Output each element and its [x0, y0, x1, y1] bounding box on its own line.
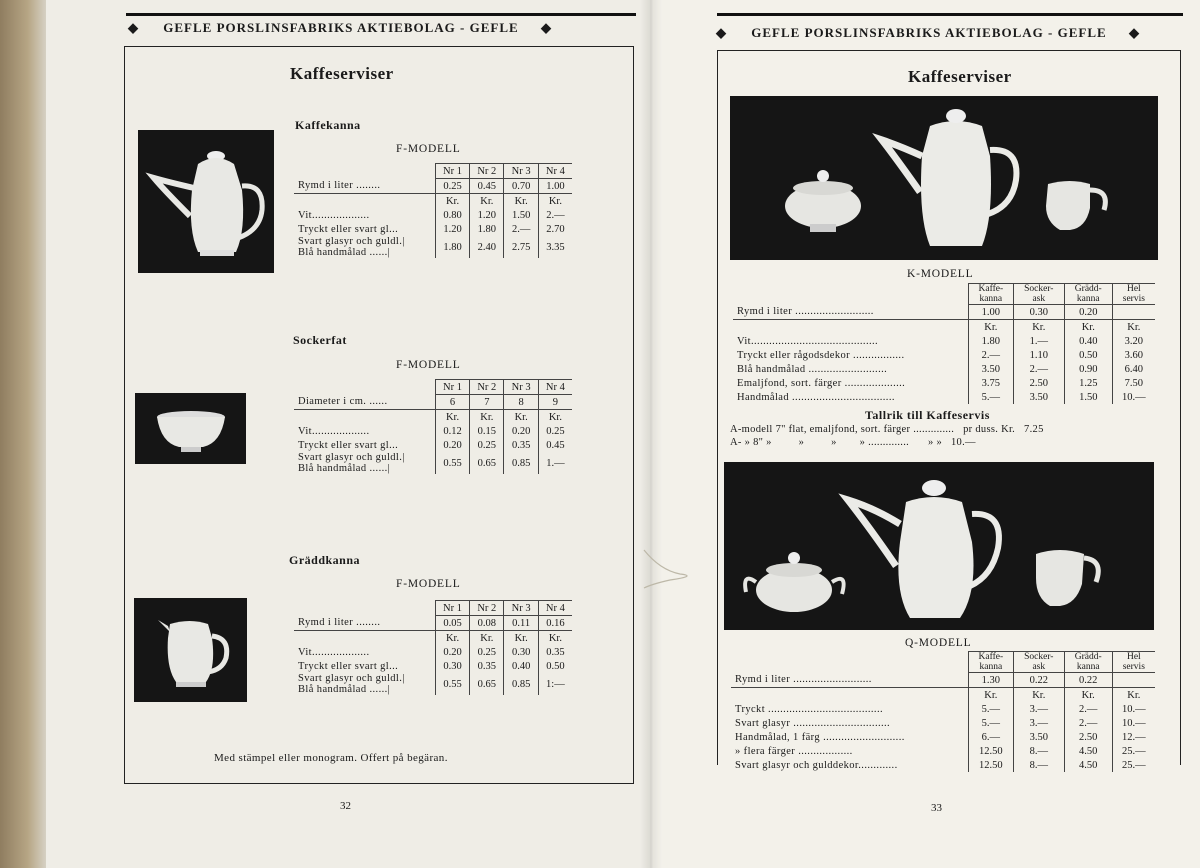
column-header: Socker- ask [1013, 284, 1064, 305]
column-header: Nr 1 [435, 164, 469, 179]
section-title: Gräddkanna [289, 553, 361, 567]
column-header: Nr 1 [435, 380, 469, 395]
model-label: Q-MODELL [905, 637, 972, 649]
size-label: Rymd i liter ........ [298, 617, 381, 629]
column-header: Nr 3 [504, 601, 538, 616]
k-model-price-table [733, 283, 1155, 404]
q-model-set-photo [724, 462, 1154, 630]
column-header: Nr 3 [504, 380, 538, 395]
left-page [46, 0, 651, 868]
currency-label: Kr. [470, 410, 504, 425]
column-header: Socker- ask [1013, 652, 1064, 673]
coffee-set-icon [730, 96, 1158, 260]
coffee-pot-icon [138, 130, 274, 273]
price-cell: 6.40 [1112, 362, 1155, 376]
price-cell: 12.50 [968, 744, 1013, 758]
row-label: Tryckt eller svart gl... [298, 660, 399, 672]
size-value: 8 [504, 395, 538, 410]
column-header: Nr 3 [504, 164, 538, 179]
price-cell: 2.50 [1064, 730, 1112, 744]
section-title: Kaffekanna [295, 118, 361, 132]
price-cell: 1.80 [435, 236, 469, 258]
price-cell: 6.— [968, 730, 1013, 744]
page-number: 33 [931, 802, 942, 814]
row-label: Vit................... [298, 425, 370, 437]
price-cell: 10.— [1112, 702, 1155, 716]
currency-label: Kr. [435, 194, 469, 209]
price-cell: 0.85 [504, 452, 538, 474]
price-cell: 25.— [1112, 758, 1155, 772]
price-cell: 3.35 [538, 236, 572, 258]
row-label: Tryckt eller svart gl... [298, 439, 399, 451]
sugar-bowl-photo [135, 393, 246, 464]
price-cell: 3.— [1013, 716, 1064, 730]
price-cell: 0.40 [1064, 334, 1112, 348]
currency-label: Kr. [435, 410, 469, 425]
q-model-price-table [731, 651, 1155, 772]
plate-unit: » » [928, 437, 943, 448]
model-label: K-MODELL [907, 268, 974, 280]
price-cell: 0.25 [538, 424, 572, 438]
currency-label: Kr. [1013, 320, 1064, 335]
plate-unit: pr duss. Kr. [963, 424, 1016, 435]
row-label: Svart glasyr och guldl.| Blå handmålad ......| [298, 673, 405, 695]
size-label: Rymd i liter ........ [298, 180, 381, 192]
column-header: Grädd- kanna [1064, 652, 1112, 673]
coffee-set-icon [724, 462, 1154, 630]
price-cell: 0.25 [470, 438, 504, 452]
price-cell: 1.80 [470, 222, 504, 236]
size-value: 9 [538, 395, 572, 410]
price-cell: 0.30 [435, 659, 469, 673]
currency-label: Kr. [538, 410, 572, 425]
column-header: Kaffe- kanna [968, 284, 1013, 305]
price-cell: 0.30 [504, 645, 538, 659]
row-label: Svart glasyr och guldl.| Blå handmålad ......| [298, 236, 405, 258]
diamond-icon: ◆ [540, 20, 552, 35]
price-cell: 1.20 [470, 208, 504, 222]
size-value: 1.30 [968, 673, 1013, 688]
row-label: Handmålad .................................. [737, 391, 895, 403]
column-header: Nr 2 [470, 164, 504, 179]
price-cell: 0.45 [538, 438, 572, 452]
currency-label: Kr. [1112, 320, 1155, 335]
price-cell: 1.20 [435, 222, 469, 236]
book-edge [0, 0, 46, 868]
size-value: 0.30 [1013, 305, 1064, 320]
price-cell: 0.15 [470, 424, 504, 438]
currency-label: Kr. [538, 631, 572, 646]
k-model-set-photo [730, 96, 1158, 260]
price-table [294, 163, 572, 258]
price-cell: 0.65 [470, 452, 504, 474]
price-table [294, 600, 572, 695]
price-cell: 3.75 [968, 376, 1013, 390]
price-cell: 3.20 [1112, 334, 1155, 348]
price-cell: 0.12 [435, 424, 469, 438]
price-cell: 0.90 [1064, 362, 1112, 376]
price-cell: 1:— [538, 673, 572, 695]
column-header: Nr 1 [435, 601, 469, 616]
price-cell: 2.— [968, 348, 1013, 362]
price-cell: 12.50 [968, 758, 1013, 772]
row-label: Svart glasyr och gulddekor............. [735, 759, 898, 771]
plate-line-1: A-modell 7" flat, emaljfond, sort. färger .............. pr duss. Kr. 7.25 [730, 424, 1044, 435]
diamond-icon: ◆ [1128, 25, 1140, 40]
size-value: 0.25 [435, 179, 469, 194]
sugar-bowl-icon [135, 393, 246, 464]
price-cell: 0.80 [435, 208, 469, 222]
size-value: 0.22 [1013, 673, 1064, 688]
price-cell: 0.85 [504, 673, 538, 695]
cream-jug-icon [134, 598, 247, 702]
ditto-mark: » [859, 437, 866, 448]
currency-label: Kr. [1064, 688, 1112, 703]
price-cell: 3.50 [1013, 730, 1064, 744]
size-value: 0.70 [504, 179, 538, 194]
model-label: F-MODELL [396, 143, 461, 155]
ditto-mark: » [798, 437, 805, 448]
price-cell: 10.— [1112, 390, 1155, 404]
page-title: Kaffeserviser [290, 64, 394, 83]
size-label: Rymd i liter .......................... [735, 674, 872, 686]
currency-label: Kr. [435, 631, 469, 646]
row-label: Emaljfond, sort. färger .................... [737, 377, 906, 389]
currency-label: Kr. [504, 410, 538, 425]
column-header: Hel servis [1112, 284, 1155, 305]
price-cell: 3.60 [1112, 348, 1155, 362]
size-value: 0.45 [470, 179, 504, 194]
currency-label: Kr. [1064, 320, 1112, 335]
model-label: F-MODELL [396, 359, 461, 371]
plate-line-2: A- » 8" » » » » .............. » » 10.— [730, 437, 976, 448]
price-cell: 0.50 [538, 659, 572, 673]
size-value: 0.20 [1064, 305, 1112, 320]
footnote: Med stämpel eller monogram. Offert på begäran. [214, 752, 448, 764]
currency-label: Kr. [1112, 688, 1155, 703]
page-number: 32 [340, 800, 351, 812]
price-cell: 1.10 [1013, 348, 1064, 362]
left-page-header [128, 20, 552, 36]
row-label: Vit.......................................... [737, 335, 879, 347]
price-cell: 2.50 [1013, 376, 1064, 390]
currency-label: Kr. [1013, 688, 1064, 703]
row-label: Vit................... [298, 646, 370, 658]
price-cell: 2.— [1013, 362, 1064, 376]
currency-label: Kr. [538, 194, 572, 209]
price-cell: 1.— [1013, 334, 1064, 348]
currency-label: Kr. [470, 631, 504, 646]
price-cell: 0.40 [504, 659, 538, 673]
price-cell: 8.— [1013, 758, 1064, 772]
coffee-pot-photo [138, 130, 274, 273]
diamond-icon: ◆ [128, 20, 139, 35]
header-rule [717, 13, 1183, 16]
row-label: Tryckt eller svart gl... [298, 223, 399, 235]
price-cell: 3.50 [968, 362, 1013, 376]
page-title: Kaffeserviser [908, 67, 1012, 86]
currency-label: Kr. [968, 688, 1013, 703]
price-cell: 2.— [1064, 716, 1112, 730]
price-cell: 0.35 [538, 645, 572, 659]
price-cell: 25.— [1112, 744, 1155, 758]
column-header: Grädd- kanna [1064, 284, 1112, 305]
price-cell: 0.25 [470, 645, 504, 659]
currency-label: Kr. [968, 320, 1013, 335]
plates-title: Tallrik till Kaffeservis [865, 408, 990, 422]
price-cell: 3.— [1013, 702, 1064, 716]
price-cell: 1.— [538, 452, 572, 474]
plate-description: A- » 8" » [730, 437, 772, 448]
size-value: 1.00 [968, 305, 1013, 320]
plate-description: A-modell 7" flat, emaljfond, sort. färger [730, 424, 911, 435]
size-value: 6 [435, 395, 469, 410]
size-value [1112, 305, 1155, 320]
header-rule [126, 13, 636, 16]
diamond-icon: ◆ [716, 25, 727, 40]
price-cell: 2.75 [504, 236, 538, 258]
column-header: Nr 2 [470, 601, 504, 616]
price-cell: 1.25 [1064, 376, 1112, 390]
plate-price: 10.— [950, 437, 976, 448]
cream-jug-photo [134, 598, 247, 702]
price-cell: 0.50 [1064, 348, 1112, 362]
row-label: Tryckt eller rågodsdekor ................. [737, 349, 905, 361]
currency-label: Kr. [470, 194, 504, 209]
size-value: 0.22 [1064, 673, 1112, 688]
price-cell: 2.— [538, 208, 572, 222]
price-cell: 2.70 [538, 222, 572, 236]
model-label: F-MODELL [396, 578, 461, 590]
column-header: Kaffe- kanna [968, 652, 1013, 673]
price-cell: 3.50 [1013, 390, 1064, 404]
price-cell: 8.— [1013, 744, 1064, 758]
size-label: Diameter i cm. ...... [298, 396, 388, 408]
size-value: 0.11 [504, 616, 538, 631]
row-label: Blå handmålad .......................... [737, 363, 888, 375]
price-cell: 0.55 [435, 673, 469, 695]
right-page-header [716, 25, 1140, 41]
price-cell: 1.50 [1064, 390, 1112, 404]
price-cell: 10.— [1112, 716, 1155, 730]
currency-label: Kr. [504, 194, 538, 209]
price-cell: 1.80 [968, 334, 1013, 348]
column-header: Nr 4 [538, 164, 572, 179]
size-value: 0.16 [538, 616, 572, 631]
currency-label: Kr. [504, 631, 538, 646]
header-text: GEFLE PORSLINSFABRIKS AKTIEBOLAG - GEFLE [163, 20, 519, 35]
size-value [1112, 673, 1155, 688]
price-cell: 0.35 [504, 438, 538, 452]
row-label: Svart glasyr ................................ [735, 717, 891, 729]
column-header: Nr 4 [538, 601, 572, 616]
price-cell: 2.40 [470, 236, 504, 258]
price-cell: 0.35 [470, 659, 504, 673]
column-header: Nr 4 [538, 380, 572, 395]
row-label: Tryckt ...................................... [735, 703, 884, 715]
size-value: 1.00 [538, 179, 572, 194]
right-page [651, 0, 1200, 868]
price-cell: 0.65 [470, 673, 504, 695]
size-value: 0.08 [470, 616, 504, 631]
price-cell: 2.— [504, 222, 538, 236]
price-cell: 7.50 [1112, 376, 1155, 390]
price-cell: 4.50 [1064, 744, 1112, 758]
price-cell: 5.— [968, 702, 1013, 716]
price-cell: 5.— [968, 390, 1013, 404]
ditto-mark: » [831, 437, 837, 448]
header-text: GEFLE PORSLINSFABRIKS AKTIEBOLAG - GEFLE [751, 25, 1107, 40]
row-label: » flera färger .................. [735, 745, 853, 757]
price-cell: 1.50 [504, 208, 538, 222]
price-cell: 0.55 [435, 452, 469, 474]
price-cell: 2.— [1064, 702, 1112, 716]
price-cell: 0.20 [435, 645, 469, 659]
price-cell: 12.— [1112, 730, 1155, 744]
section-title: Sockerfat [293, 333, 347, 347]
column-header: Hel servis [1112, 652, 1155, 673]
size-label: Rymd i liter .......................... [737, 306, 874, 318]
size-value: 0.05 [435, 616, 469, 631]
price-cell: 4.50 [1064, 758, 1112, 772]
column-header: Nr 2 [470, 380, 504, 395]
row-label: Vit................... [298, 209, 370, 221]
price-table [294, 379, 572, 474]
price-cell: 0.20 [435, 438, 469, 452]
binding-string [640, 540, 700, 600]
price-cell: 0.20 [504, 424, 538, 438]
price-cell: 5.— [968, 716, 1013, 730]
row-label: Handmålad, 1 färg ........................... [735, 731, 905, 743]
size-value: 7 [470, 395, 504, 410]
row-label: Svart glasyr och guldl.| Blå handmålad ......| [298, 452, 405, 474]
plate-price: 7.25 [1024, 424, 1044, 435]
book-gutter [640, 0, 662, 868]
